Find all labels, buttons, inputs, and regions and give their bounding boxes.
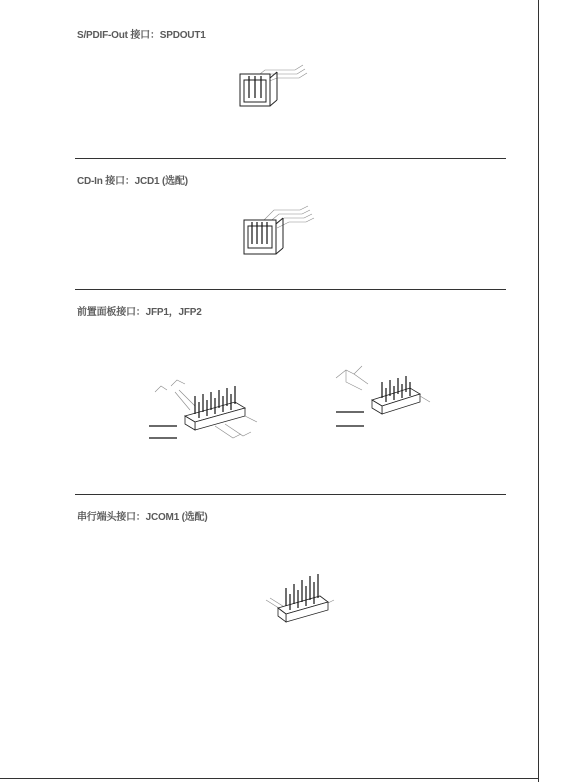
jcom1-connector-diagram bbox=[262, 570, 342, 626]
section-title-front-panel: 前置面板接口：JFP1，JFP2 bbox=[77, 307, 202, 318]
section-divider bbox=[75, 494, 506, 495]
page-bottom-border bbox=[0, 778, 538, 779]
cd-in-connector-diagram bbox=[232, 202, 322, 258]
jfp1-connector-diagram bbox=[145, 372, 270, 454]
page-side-bar bbox=[538, 0, 567, 782]
section-title-spdif-out: S/PDIF-Out 接口：SPDOUT1 bbox=[77, 30, 206, 41]
section-title-cd-in: CD-In 接口：JCD1 (选配) bbox=[77, 176, 188, 187]
spdif-out-connector-diagram bbox=[225, 58, 315, 108]
section-title-serial-port: 串行端头接口：JCOM1 (选配) bbox=[77, 512, 208, 523]
section-divider bbox=[75, 158, 506, 159]
section-divider bbox=[75, 289, 506, 290]
jfp2-connector-diagram bbox=[332, 356, 432, 436]
